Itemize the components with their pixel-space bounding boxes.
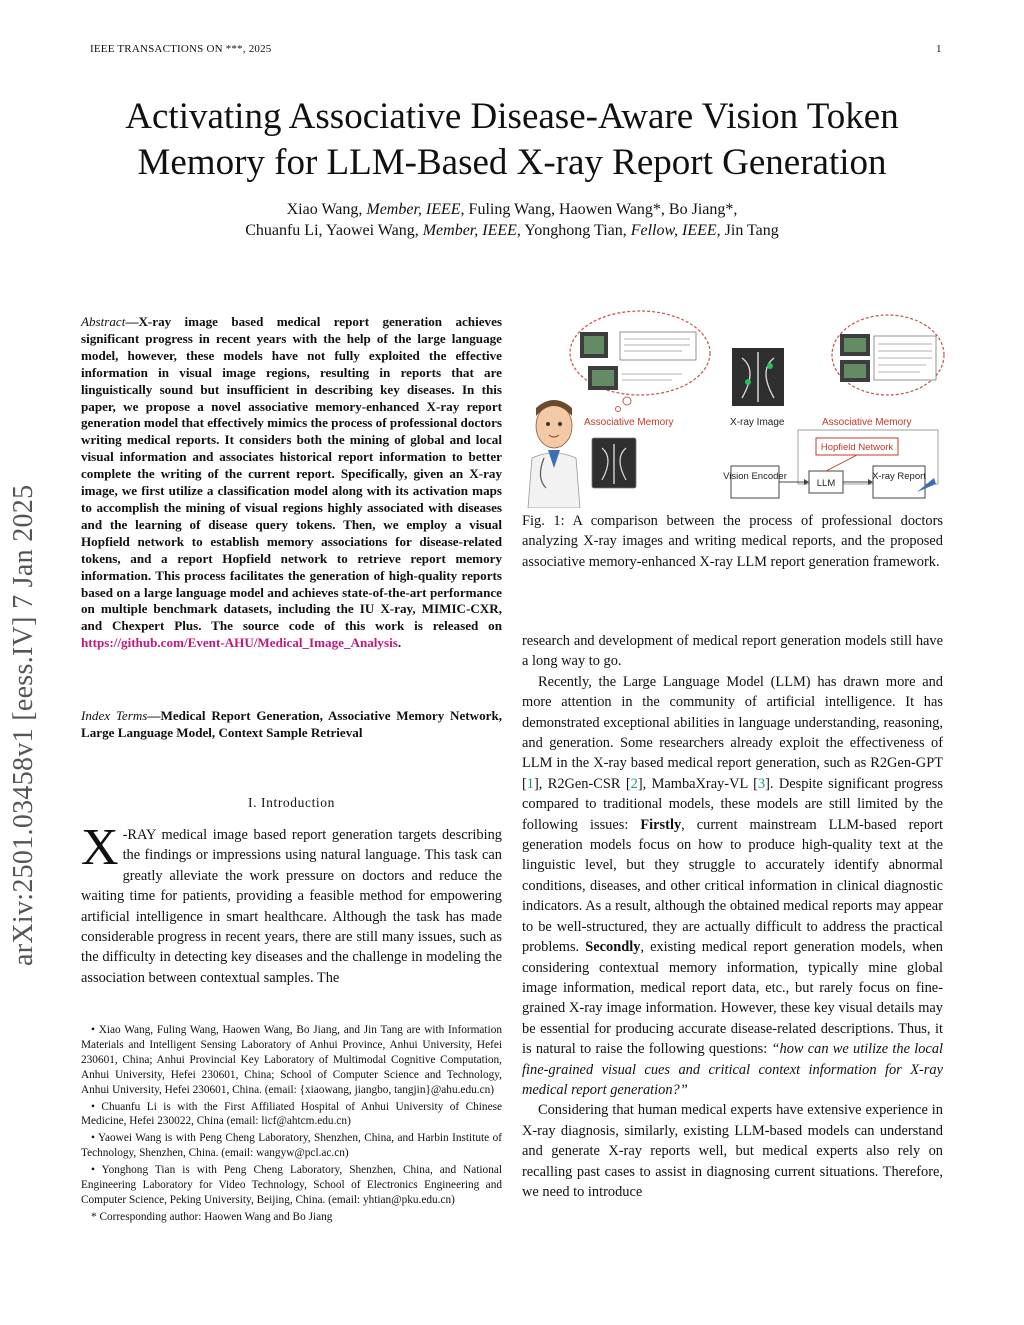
paragraph-text: , existing medical report generation models, when considering contextual memory information, typically mine global image information, medical report data, etc., but rarely focus on fine-grained X-ray image information. However, these key visual details may be essential for producing accurate disease-related descriptions. Thus, it is natural to raise the following questions:	[522, 939, 943, 1058]
right-column	[522, 631, 943, 1202]
author-affiliation: Member, IEEE	[366, 201, 461, 218]
author-affiliation: Member, IEEE	[422, 222, 517, 239]
footnote: • Xiao Wang, Fuling Wang, Haowen Wang, Bo Jiang, and Jin Tang are with Information Materials and Intelligent Sensing Laboratory of Anhui Province, Anhui University, Hefei 230601, China; Anhui Provincial Key Laboratory of Multimodal Cognitive Computation, Anhui University, Hefei 230601, China; School of Computer Science and Technology, Anhui University, Hefei 230601, China. (email: {xiaowang, jiangbo, tangjin}@ahu.edu.cn)	[81, 1024, 502, 1096]
report-snippet	[620, 332, 696, 360]
arxiv-stamp	[8, 366, 39, 966]
author-text: , Fuling Wang, Haowen Wang*, Bo Jiang*,	[460, 201, 738, 218]
page-number: 1	[936, 43, 942, 55]
citation-link[interactable]: 2	[630, 775, 638, 792]
doctor-illustration	[528, 400, 580, 508]
xray-report-label: X-ray Report	[872, 471, 926, 482]
author-text: Xiao Wang,	[286, 201, 367, 218]
abstract-label: Abstract	[81, 314, 126, 329]
index-terms-label: Index Terms	[81, 708, 148, 723]
title-line-1: Activating Associative Disease-Aware Vision Token	[125, 96, 899, 137]
footnote: • Yaowei Wang is with Peng Cheng Laboratory, Shenzhen, China, and Harbin Institute of Technology, Shenzhen, China. (email: wangyw@pcl.ac.cn)	[81, 1132, 502, 1160]
section-heading: I. Introduction	[248, 795, 335, 810]
hopfield-network-label: Hopfield Network	[820, 442, 894, 453]
title-line-2: Memory for LLM-Based X-ray Report Generation	[137, 142, 887, 183]
paragraph: Considering that human medical experts have extensive experience in X-ray diagnosis, similarly, existing LLM-based models can understand and generate X-ray reports well, but medical experts also rely on recalling past cases to assist in diagnosing current situations. Therefore, we need to introduce	[522, 1102, 943, 1200]
drop-cap: X	[81, 819, 119, 876]
index-terms	[81, 708, 502, 742]
author-text: Chuanfu Li, Yaowei Wang,	[245, 222, 423, 239]
intro-paragraph	[81, 819, 502, 988]
llm-label: LLM	[816, 478, 836, 489]
abstract	[81, 314, 502, 652]
figure-caption: Fig. 1: A comparison between the process of professional doctors analyzing X-ray images and writing medical reports, and the proposed associative memory-enhanced X-ray LLM report generation framework.	[522, 513, 943, 570]
index-terms-text: —Medical Report Generation, Associative Memory Network, Large Language Model, Context Sample Retrieval	[81, 708, 503, 740]
research-question: “how can we utilize the local fine-grained visual cues and critical context information for X-ray medical report generation?”	[522, 1041, 944, 1098]
paragraph-text: , current mainstream LLM-based report generation models focus on how to produce high-quality text at the linguistic level, but they struggle to accurately identify abnormal conditions, diseases, and other critical information in clinical diagnostic indicators. As a result, although the obtained medical reports may appear to be well-structured, they are actually difficult to address the practical problems.	[522, 816, 943, 956]
author-affiliation: Fellow, IEEE	[630, 222, 717, 239]
vision-encoder-label: Vision Encoder	[723, 471, 787, 482]
paragraph	[522, 672, 943, 1101]
author-list	[90, 199, 934, 241]
footnote: • Yonghong Tian is with Peng Cheng Laboratory, Shenzhen, China, and National Engineering Laboratory for Video Technology, School of Electronics Engineering and Computer Science, Peking University, Beijing, China. (email: yhtian@pku.edu.cn)	[81, 1164, 502, 1206]
author-text: , Jin Tang	[716, 222, 779, 239]
heatmap-thumbnail	[592, 370, 614, 386]
intro-text: -RAY medical image based report generation targets describing the findings or impressions using natural language. This task can greatly alleviate the work pressure on doctors and reduce the waiting time for patients, providing a feasible method for empowering artificial intelligence in smart healthcare. Although the task has made considerable progress in recent years, there are still many issues, such as the difficulty in detecting key diseases and the challenge in modeling the association between contextual samples. The	[81, 827, 502, 986]
right-memory-label: Associative Memory	[822, 417, 912, 428]
paragraph-text: ], R2Gen-CSR [	[534, 775, 631, 792]
abstract-end: .	[397, 635, 402, 651]
paragraph-text: ], MambaXray-VL [	[637, 775, 758, 792]
source-code-link[interactable]: https://github.com/Event-AHU/Medical_Image_Analysis	[81, 635, 398, 651]
thought-bubble-dot	[616, 407, 621, 412]
footnote: * Corresponding author: Haowen Wang and Bo Jiang	[91, 1210, 333, 1223]
paragraph: research and development of medical report generation models still have a long way to go.	[522, 633, 943, 670]
heatmap-thumbnail	[584, 336, 604, 354]
emphasis: Secondly	[585, 939, 641, 956]
running-header: IEEE TRANSACTIONS ON ***, 2025	[90, 43, 272, 55]
figure-1-illustration	[522, 308, 946, 508]
paragraph-text: Recently, the Large Language Model (LLM) has drawn more and more attention in the community of artificial intelligence. It has demonstrated exceptional abilities in language understanding, reasoning, and generation. Some researchers already exploit the effectiveness of LLM in the X-ray based medical report generation, such as R2Gen-GPT [	[522, 673, 943, 792]
emphasis: Firstly	[640, 816, 682, 833]
paper-title	[60, 94, 964, 186]
arxiv-id: arXiv:2501.03458v1 [eess.IV] 7 Jan 2025	[8, 484, 39, 966]
footnotes	[81, 1023, 502, 1227]
xray-image-label: X-ray Image	[730, 417, 785, 428]
paragraph-text: ]. Despite significant progress compared to traditional models, these models are still limited by the following issues:	[522, 775, 943, 833]
left-memory-label: Associative Memory	[584, 417, 674, 428]
author-text: , Yonghong Tian,	[516, 222, 631, 239]
abstract-text: —X-ray image based medical report generation achieves significant progress in recent years with the help of the large language model, however, these models have not fully exploited the effective information in visual image regions, resulting in reports that are linguistically sound but insufficient in describing key diseases. In this paper, we propose a novel associative memory-enhanced X-ray report generation model that effectively mimics the process of professional doctors writing medical reports. It considers both the mining of global and local visual information and associates historical report information to better complete the writing of the current report. Specifically, given an X-ray image, we first utilize a classification model along with its activation maps to accomplish the mining of visual regions highly associated with diseases and the learning of disease query tokens. Then, we employ a visual Hopfield network to establish memory associations for disease-related tokens, and a report Hopfield network to retrieve report memory information. This process facilitates the generation of high-quality reports based on a large language model and achieves state-of-the-art performance on multiple benchmark datasets, including the IU X-ray, MIMIC-CXR, and Chexpert Plus. The source code of this work is released on	[81, 314, 502, 634]
citation-link[interactable]: 1	[526, 775, 534, 792]
citation-link[interactable]: 3	[757, 775, 766, 792]
thought-bubble-dot	[623, 397, 631, 405]
figure-1	[522, 308, 946, 508]
footnote: • Chuanfu Li is with the First Affiliated Hospital of Anhui University of Chinese Medicine, Hefei 230022, China (email: licf@ahtcm.edu.cn)	[81, 1100, 502, 1128]
